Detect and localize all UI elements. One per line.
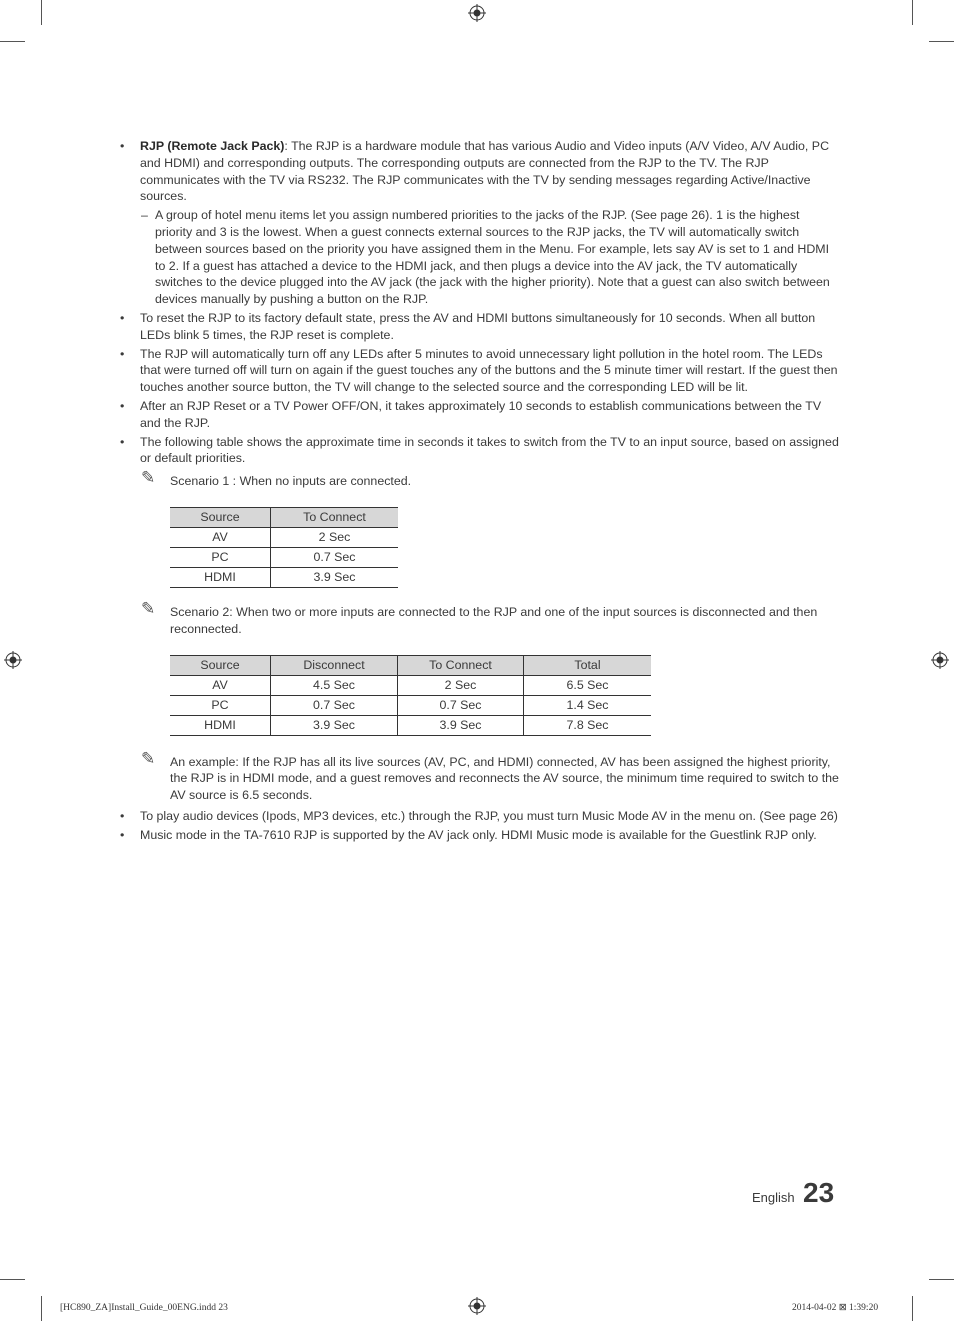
crop-mark — [41, 0, 42, 25]
table-cell: PC — [170, 547, 271, 567]
dash-mark: – — [141, 208, 148, 223]
table-header-cell: To Connect — [398, 655, 524, 675]
table-row — [170, 547, 398, 567]
bullet-reset: • To reset the RJP to its factory default state, press the AV and HDMI buttons simultaneously for 10 seconds. When all button LEDs blink 5 times, the RJP reset is complete. — [120, 310, 840, 344]
bullet-rjp — [120, 138, 840, 205]
crop-mark — [41, 1296, 42, 1321]
pencil-icon: ✎ — [141, 748, 156, 769]
table-row — [170, 695, 651, 715]
table-cell: AV — [170, 527, 271, 547]
table-header-row — [170, 655, 651, 675]
table-cell: 3.9 Sec — [398, 715, 524, 735]
bullet-power: • After an RJP Reset or a TV Power OFF/ON, it takes approximately 10 seconds to establish communications between the TV and the RJP. — [120, 398, 840, 432]
slug-filename: [HC890_ZA]Install_Guide_00ENG.indd 23 — [60, 1303, 228, 1313]
note-scenario-2 — [120, 598, 840, 638]
crop-mark — [929, 1279, 954, 1280]
table-header-cell: Source — [170, 655, 271, 675]
table-scenario-1 — [170, 507, 398, 588]
table-header-row — [170, 507, 398, 527]
registration-mark-icon — [4, 651, 22, 669]
bullet-leds: • The RJP will automatically turn off any LEDs after 5 minutes to avoid unnecessary light pollution in the hotel room. The LEDs that were turned off will turn on again if the guest touches any of the buttons and the 5 minute timer will restart. If the guest then touches another source button, the TV will change to the selected source and the corresponding LED will be lit. — [120, 346, 840, 396]
table-cell: 3.9 Sec — [271, 567, 399, 587]
table-cell: 2 Sec — [271, 527, 399, 547]
page-body — [120, 138, 840, 846]
slug-timestamp: 2014-04-02 ⊠ 1:39:20 — [792, 1303, 879, 1313]
bullet-music-mode: • Music mode in the TA-7610 RJP is supported by the AV jack only. HDMI Music mode is available for the Guestlink RJP only. — [120, 827, 840, 844]
crop-mark — [912, 1296, 913, 1321]
table-scenario-2 — [170, 655, 651, 736]
registration-mark-icon — [931, 651, 949, 669]
table-row — [170, 567, 398, 587]
note-text: Scenario 1 : When no inputs are connected. — [170, 474, 412, 489]
table-cell: 1.4 Sec — [524, 695, 652, 715]
pencil-icon: ✎ — [141, 468, 156, 489]
table-header-cell: Disconnect — [271, 655, 398, 675]
table-cell: 6.5 Sec — [524, 675, 652, 695]
table-cell: 3.9 Sec — [271, 715, 398, 735]
note-scenario-1 — [120, 468, 840, 490]
registration-mark-icon — [468, 4, 486, 22]
bullet-text: : The RJP is a hardware module that has various Audio and Video inputs (A/V Video, A/V Audio, PC and HDMI) and corresponding outputs. The corresponding outputs are connected from the RJP to the TV. The RJP communicates with the TV via RS232. The RJP communicates with the TV by sending messages regarding Active/Inactive sources. — [140, 139, 830, 204]
crop-mark — [929, 41, 954, 42]
table-header-cell: Source — [170, 507, 271, 527]
table-cell: AV — [170, 675, 271, 695]
table-cell: HDMI — [170, 567, 271, 587]
table-row — [170, 715, 651, 735]
pencil-icon: ✎ — [141, 598, 156, 619]
table-row — [170, 675, 651, 695]
bullet-audio-devices: • To play audio devices (Ipods, MP3 devices, etc.) through the RJP, you must turn Music Mode AV in the menu on. (See page 26) — [120, 808, 840, 825]
page-number: 23 — [803, 1177, 835, 1208]
crop-mark — [912, 0, 913, 25]
registration-mark-icon — [468, 1297, 486, 1315]
footer-language: English — [752, 1190, 795, 1205]
table-cell: 4.5 Sec — [271, 675, 398, 695]
table-header-cell: To Connect — [271, 507, 399, 527]
sub-item-priority — [120, 207, 840, 308]
table-cell: 0.7 Sec — [271, 695, 398, 715]
table-cell: 7.8 Sec — [524, 715, 652, 735]
table-header-cell: Total — [524, 655, 652, 675]
note-example — [120, 748, 840, 804]
crop-mark — [0, 1279, 25, 1280]
table-cell: 0.7 Sec — [271, 547, 399, 567]
bullet-lead: RJP (Remote Jack Pack) — [140, 139, 285, 153]
note-text: Scenario 2: When two or more inputs are connected to the RJP and one of the input sources is disconnected and then reconnected. — [170, 604, 818, 636]
crop-mark — [0, 41, 25, 42]
table-cell: PC — [170, 695, 271, 715]
table-row — [170, 527, 398, 547]
sub-item-text: A group of hotel menu items let you assign numbered priorities to the jacks of the RJP. (See page 26). 1 is the highest priority and 3 is the lowest. When a guest connects external sources to the RJP jacks, the TV will automatically switch between sources based on the priority you have assigned them in the Menu. For example, lets say AV is set to 1 and HDMI to 2. If a guest has attached a device to the HDMI jack, and then plugs a device into the AV jack, the TV automatically switches to the device plugged into the AV jack (the jack with the higher priority). Note that a guest can also switch between devices manually by pushing a button on the RJP. — [155, 208, 830, 307]
bullet-table-intro: • The following table shows the approximate time in seconds it takes to switch from the TV to an input source, based on assigned or default priorities. — [120, 434, 840, 468]
table-cell: HDMI — [170, 715, 271, 735]
note-text: An example: If the RJP has all its live sources (AV, PC, and HDMI) connected, AV has been assigned the highest priority, the RJP is in HDMI mode, and a guest removes and reconnects the AV source, the minimum time required to switch to the AV source is 6.5 seconds. — [170, 754, 839, 803]
table-cell: 2 Sec — [398, 675, 524, 695]
table-cell: 0.7 Sec — [398, 695, 524, 715]
